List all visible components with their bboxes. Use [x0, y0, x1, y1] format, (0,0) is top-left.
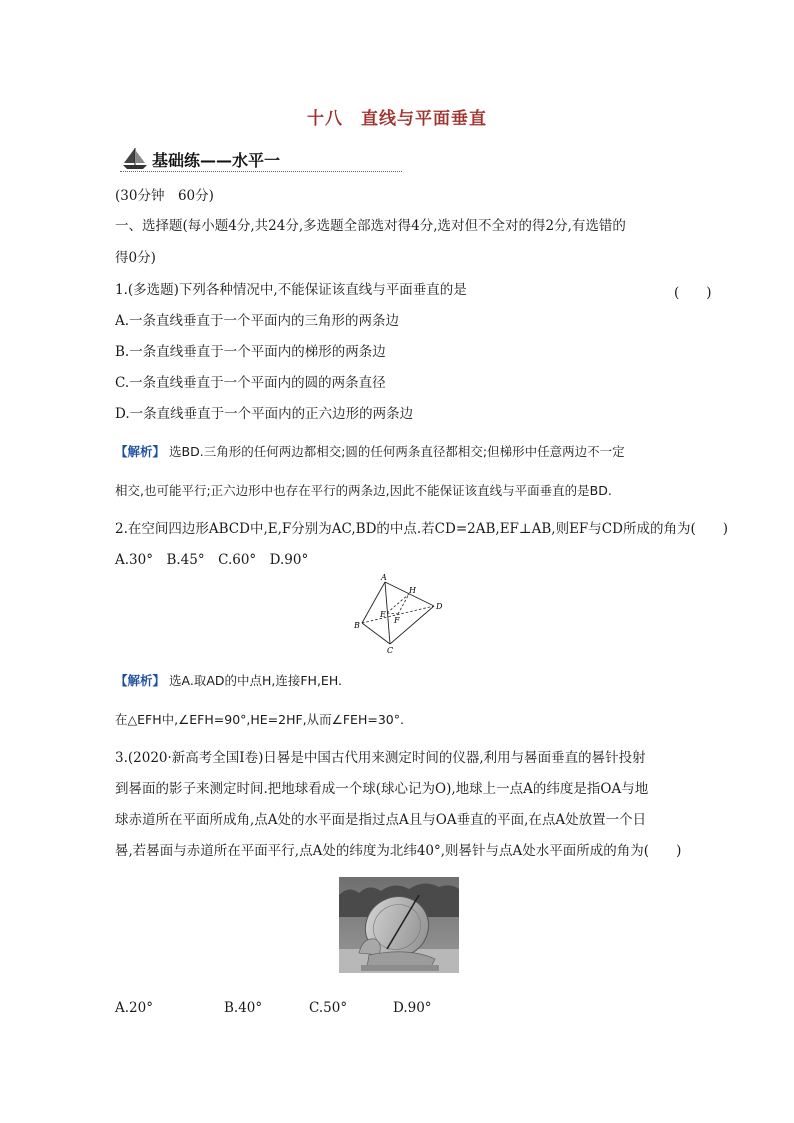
q1-option-c: C.一条直线垂直于一个平面内的圆的两条直径	[115, 375, 386, 391]
q3-option-c: C.50°	[309, 1000, 348, 1016]
q1-option-d: D.一条直线垂直于一个平面内的正六边形的两条边	[115, 406, 414, 422]
q1-option-a: A.一条直线垂直于一个平面内的三角形的两条边	[115, 313, 400, 329]
q1-analysis	[115, 441, 625, 461]
q3-stem-line4: 晷,若晷面与赤道所在平面平行,点A处的纬度为北纬40°,则晷针与点A处水平面所成的角为( )	[115, 843, 682, 859]
diagram-label-a: A	[381, 573, 387, 582]
q1-option-b: B.一条直线垂直于一个平面内的梯形的两条边	[115, 344, 386, 360]
diagram-label-h: H	[409, 586, 416, 595]
q1-analysis-line2: 相交,也可能平行;正六边形中也存在平行的两条边,因此不能保证该直线与平面垂直的是BD.	[115, 483, 612, 498]
page-title: 十八 直线与平面垂直	[307, 109, 487, 129]
sundial-photo	[339, 877, 459, 973]
q3-stem-line1: 3.(2020·新高考全国Ⅰ卷)日晷是中国古代用来测定时间的仪器,利用与晷面垂直的晷针投射	[115, 750, 646, 766]
diagram-label-c: C	[387, 646, 394, 655]
diagram-label-d: D	[436, 602, 443, 611]
section-header	[120, 146, 402, 172]
q3-stem-line3: 球赤道所在平面所成角,点A处的水平面是指过点A且与OA垂直的平面,在点A处放置一个日	[115, 812, 647, 828]
q2-analysis	[115, 670, 342, 690]
q2-options: A.30° B.45° C.60° D.90°	[115, 552, 309, 568]
section-divider	[120, 171, 402, 172]
part1-heading-line1: 一、选择题(每小题4分,共24分,多选题全部选对得4分,选对但不全对的得2分,有选错的	[115, 218, 626, 234]
q2-analysis-line2: 在△EFH中,∠EFH=90°,HE=2HF,从而∠FEH=30°.	[115, 712, 404, 727]
q1-analysis-line1: 选BD.三角形的任何两边都相交;圆的任何两条直径都相交;但梯形中任意两边不一定	[169, 444, 625, 459]
q2-analysis-tag: 【解析】	[115, 673, 166, 688]
q1-answer-paren: ( )	[674, 285, 712, 301]
tetrahedron-diagram	[345, 573, 450, 655]
part1-heading-line2: 得0分)	[115, 250, 156, 266]
q3-stem-line2: 到晷面的影子来测定时间.把地球看成一个球(球心记为O),地球上一点A的纬度是指OA与地	[115, 781, 649, 797]
diagram-label-b: B	[354, 621, 360, 630]
time-score: (30分钟 60分)	[115, 188, 214, 204]
q3-option-a: A.20°	[115, 1000, 153, 1016]
q3-option-d: D.90°	[393, 1000, 432, 1016]
q1-analysis-tag: 【解析】	[115, 444, 166, 459]
diagram-label-e: E	[380, 610, 386, 619]
diagram-label-f: F	[394, 616, 400, 625]
section-label: 基础练——水平一	[152, 151, 281, 170]
q2-analysis-line1: 选A.取AD的中点H,连接FH,EH.	[169, 673, 342, 688]
q2-stem: 2.在空间四边形ABCD中,E,F分别为AC,BD的中点.若CD=2AB,EF⊥AB,则EF与CD所成的角为( )	[115, 521, 728, 537]
sailboat-icon	[120, 146, 150, 170]
q1-stem: 1.(多选题)下列各种情况中,不能保证该直线与平面垂直的是	[115, 282, 467, 298]
q3-option-b: B.40°	[224, 1000, 263, 1016]
